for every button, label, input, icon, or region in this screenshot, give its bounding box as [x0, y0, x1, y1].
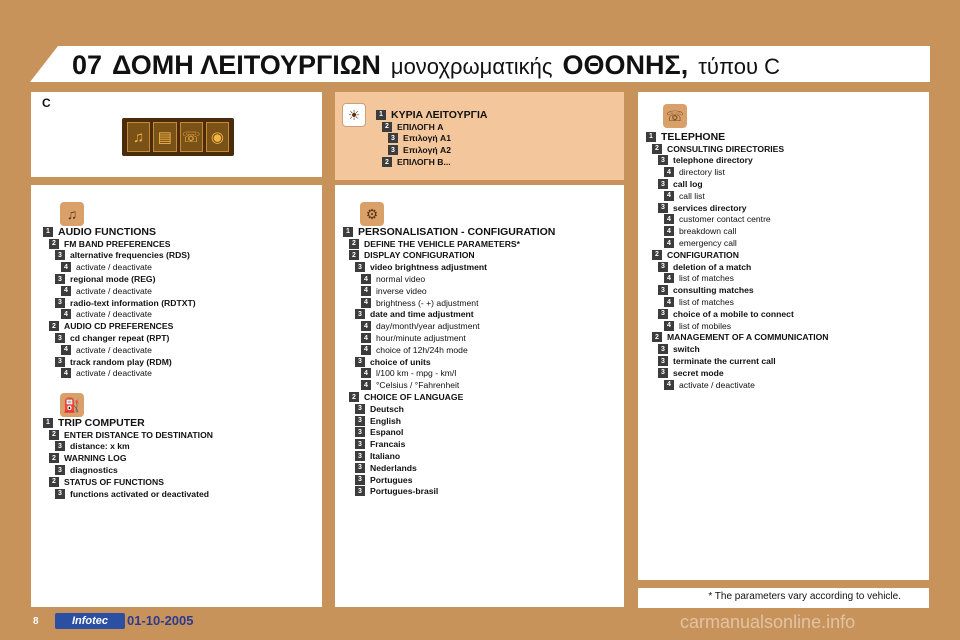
level-badge: 1 [376, 110, 386, 120]
level-badge: 4 [61, 368, 71, 378]
menu-item-level-4 [646, 379, 829, 391]
telephone-menu-tree [646, 131, 829, 391]
level-badge: 4 [664, 238, 674, 248]
menu-item-label: deletion of a match [673, 261, 752, 272]
menu-item-level-4 [646, 296, 829, 308]
menu-item-label: °Celsius / °Fahrenheit [376, 380, 460, 391]
menu-item-label: activate / deactivate [76, 309, 152, 320]
menu-item-level-2 [376, 121, 487, 133]
tools-icon: ⚙ [360, 202, 384, 226]
menu-item-label: radio-text information (RDTXT) [70, 297, 196, 308]
menu-item-level-3 [343, 427, 555, 439]
screen-type-label: C [42, 96, 51, 110]
level-badge: 2 [349, 392, 359, 402]
footnote: * The parameters vary according to vehicle. [708, 591, 901, 602]
level-badge: 3 [355, 427, 365, 437]
menu-item-level-4 [646, 273, 829, 285]
menu-item-level-4 [343, 297, 555, 309]
menu-item-level-3 [376, 144, 487, 156]
menu-item-level-4 [646, 190, 829, 202]
menu-item-level-1 [376, 109, 487, 121]
menu-item-label: switch [673, 344, 700, 355]
menu-item-label: video brightness adjustment [370, 262, 487, 273]
level-badge: 3 [55, 441, 65, 451]
menu-item-label: inverse video [376, 285, 427, 296]
menu-item-level-1 [343, 226, 555, 238]
menu-item-level-3 [43, 441, 213, 453]
menu-item-label: secret mode [673, 367, 724, 378]
level-badge: 3 [355, 475, 365, 485]
title-mid: μονοχρωματικής [390, 54, 553, 79]
menu-item-label: activate / deactivate [76, 285, 152, 296]
menu-item-label: ENTER DISTANCE TO DESTINATION [64, 429, 213, 440]
menu-item-label: Επιλογή A1 [403, 133, 452, 144]
menu-item-label: telephone directory [673, 155, 753, 166]
level-badge: 4 [664, 167, 674, 177]
menu-item-level-3 [646, 367, 829, 379]
menu-item-label: Espanol [370, 427, 404, 438]
menu-item-level-3 [43, 356, 196, 368]
menu-item-label: AUDIO CD PREFERENCES [64, 321, 174, 332]
level-badge: 3 [658, 368, 668, 378]
level-badge: 3 [55, 357, 65, 367]
menu-item-label: choice of units [370, 356, 431, 367]
menu-item-label: breakdown call [679, 226, 737, 237]
level-badge: 3 [355, 486, 365, 496]
menu-item-label: ΚΥΡΙΑ ΛΕΙΤΟΥΡΓΙΑ [391, 108, 488, 121]
menu-item-level-2 [343, 250, 555, 262]
menu-item-level-1 [43, 226, 196, 238]
menu-item-level-4 [343, 273, 555, 285]
menu-item-level-4 [646, 237, 829, 249]
level-badge: 4 [664, 273, 674, 283]
menu-item-level-4 [646, 320, 829, 332]
sun-settings-icon: ☀ [342, 103, 366, 127]
menu-item-level-3 [646, 343, 829, 355]
menu-item-level-4 [343, 379, 555, 391]
menu-item-level-3 [43, 332, 196, 344]
menu-item-label: PERSONALISATION - CONFIGURATION [358, 225, 556, 238]
menu-item-level-3 [646, 202, 829, 214]
level-badge: 4 [361, 333, 371, 343]
menu-item-level-3 [343, 261, 555, 273]
level-badge: 3 [658, 285, 668, 295]
audio-menu-tree [43, 226, 196, 379]
menu-item-label: cd changer repeat (RPT) [70, 333, 170, 344]
level-badge: 2 [652, 250, 662, 260]
level-badge: 3 [658, 155, 668, 165]
level-badge: 4 [361, 286, 371, 296]
menu-item-level-3 [646, 355, 829, 367]
menu-item-label: normal video [376, 274, 426, 285]
menu-item-label: date and time adjustment [370, 309, 474, 320]
level-badge: 3 [55, 250, 65, 260]
level-badge: 4 [664, 297, 674, 307]
fuel-icon: ▤ [153, 122, 176, 152]
menu-item-label: activate / deactivate [679, 379, 755, 390]
level-badge: 2 [49, 321, 59, 331]
title-number: 07 [72, 50, 103, 80]
level-badge: 1 [43, 227, 53, 237]
menu-item-label: MANAGEMENT OF A COMMUNICATION [667, 332, 829, 343]
menu-item-label: terminate the current call [673, 356, 776, 367]
menu-item-level-3 [646, 178, 829, 190]
phone-icon: ☏ [180, 122, 203, 152]
menu-item-label: ΕΠΙΛΟΓΗ B... [397, 157, 451, 168]
menu-item-level-1 [646, 131, 829, 143]
menu-item-label: Portugues-brasil [370, 486, 439, 497]
level-badge: 3 [55, 298, 65, 308]
menu-item-label: list of matches [679, 273, 734, 284]
music-icon: ♫ [127, 122, 150, 152]
menu-item-label: activate / deactivate [76, 344, 152, 355]
menu-item-label: services directory [673, 202, 747, 213]
menu-item-label: CONSULTING DIRECTORIES [667, 143, 785, 154]
menu-item-label: directory list [679, 167, 725, 178]
title-screen: ΟΘΟΝΗΣ, [562, 50, 689, 80]
level-badge: 3 [355, 439, 365, 449]
menu-item-level-3 [343, 309, 555, 321]
menu-item-label: alternative frequencies (RDS) [70, 250, 190, 261]
level-badge: 3 [355, 309, 365, 319]
music-icon: ♫ [60, 202, 84, 226]
menu-item-label: Francais [370, 439, 406, 450]
level-badge: 2 [349, 250, 359, 260]
menu-item-label: l/100 km - mpg - km/l [376, 368, 457, 379]
menu-item-label: day/month/year adjustment [376, 321, 480, 332]
menu-item-level-3 [343, 356, 555, 368]
menu-item-label: call log [673, 179, 703, 190]
infotec-logo: Infotec [55, 613, 125, 629]
menu-item-level-2 [343, 391, 555, 403]
menu-item-label: TRIP COMPUTER [58, 416, 145, 429]
menu-item-label: English [370, 415, 402, 426]
title-main: ΔΟΜΗ ΛΕΙΤΟΥΡΓΙΩΝ [112, 50, 381, 80]
menu-item-label: TELEPHONE [661, 130, 726, 143]
menu-item-label: emergency call [679, 238, 737, 249]
menu-item-label: Deutsch [370, 403, 404, 414]
level-badge: 4 [664, 321, 674, 331]
menu-item-level-3 [43, 488, 213, 500]
level-badge: 4 [361, 380, 371, 390]
level-badge: 2 [49, 239, 59, 249]
menu-item-label: WARNING LOG [64, 453, 127, 464]
menu-item-level-3 [646, 308, 829, 320]
menu-item-level-4 [646, 214, 829, 226]
menu-item-level-3 [343, 403, 555, 415]
menu-item-level-4 [43, 368, 196, 380]
trip-menu-tree [43, 417, 213, 500]
level-badge: 3 [658, 203, 668, 213]
menu-item-level-4 [43, 344, 196, 356]
level-badge: 2 [49, 477, 59, 487]
level-badge: 4 [61, 309, 71, 319]
menu-item-level-3 [343, 450, 555, 462]
level-badge: 4 [61, 286, 71, 296]
menu-item-label: ΕΠΙΛΟΓΗ A [397, 121, 444, 132]
menu-item-label: list of matches [679, 297, 734, 308]
menu-item-level-3 [646, 155, 829, 167]
level-badge: 2 [382, 157, 392, 167]
level-badge: 3 [658, 356, 668, 366]
watermark: carmanualsonline.info [680, 612, 856, 632]
menu-item-label: Italiano [370, 451, 401, 462]
menu-item-level-2 [376, 156, 487, 168]
menu-item-label: DISPLAY CONFIGURATION [364, 250, 475, 261]
level-badge: 4 [361, 321, 371, 331]
menu-item-label: Επιλογή A2 [403, 145, 452, 156]
menu-item-level-4 [343, 285, 555, 297]
level-badge: 3 [355, 416, 365, 426]
level-badge: 1 [646, 132, 656, 142]
level-badge: 4 [361, 345, 371, 355]
level-badge: 1 [343, 227, 353, 237]
menu-item-level-4 [43, 261, 196, 273]
menu-item-level-4 [343, 320, 555, 332]
level-badge: 3 [55, 274, 65, 284]
menu-item-level-1 [43, 417, 213, 429]
edition-date: 01-10-2005 [127, 613, 194, 628]
menu-item-label: hour/minute adjustment [376, 333, 466, 344]
menu-item-level-2 [43, 452, 213, 464]
level-badge: 2 [382, 122, 392, 132]
menu-item-level-3 [646, 261, 829, 273]
menu-item-label: CHOICE OF LANGUAGE [364, 392, 464, 403]
menu-item-label: Nederlands [370, 462, 417, 473]
menu-item-level-3 [343, 462, 555, 474]
menu-item-level-2 [43, 429, 213, 441]
menu-item-level-4 [343, 332, 555, 344]
menu-item-level-4 [343, 344, 555, 356]
settings-icon: ◉ [206, 122, 229, 152]
mobile-phone-icon: ☏ [663, 104, 687, 128]
level-badge: 3 [355, 463, 365, 473]
menu-item-level-2 [646, 143, 829, 155]
level-badge: 1 [43, 418, 53, 428]
menu-item-level-2 [646, 332, 829, 344]
level-badge: 3 [658, 309, 668, 319]
menu-item-label: track random play (RDM) [70, 356, 172, 367]
level-badge: 4 [61, 262, 71, 272]
menu-item-level-2 [646, 249, 829, 261]
menu-item-label: call list [679, 190, 705, 201]
level-badge: 3 [55, 465, 65, 475]
main-menu-tree [376, 109, 487, 168]
menu-item-label: distance: x km [70, 441, 130, 452]
menu-item-level-3 [343, 415, 555, 427]
page-title [72, 50, 780, 80]
fuel-pump-icon: ⛽ [60, 393, 84, 417]
level-badge: 2 [349, 239, 359, 249]
menu-item-level-2 [343, 238, 555, 250]
menu-item-label: DEFINE THE VEHICLE PARAMETERS* [364, 238, 520, 249]
level-badge: 3 [355, 262, 365, 272]
menu-item-label: FM BAND PREFERENCES [64, 238, 171, 249]
level-badge: 4 [61, 345, 71, 355]
level-badge: 3 [355, 451, 365, 461]
menu-item-level-3 [343, 438, 555, 450]
menu-item-level-3 [43, 273, 196, 285]
level-badge: 3 [388, 133, 398, 143]
level-badge: 4 [664, 226, 674, 236]
menu-item-level-3 [343, 486, 555, 498]
menu-item-label: brightness (- +) adjustment [376, 297, 479, 308]
menu-item-label: STATUS OF FUNCTIONS [64, 476, 164, 487]
menu-item-label: CONFIGURATION [667, 249, 739, 260]
level-badge: 3 [388, 145, 398, 155]
level-badge: 4 [664, 191, 674, 201]
level-badge: 4 [361, 368, 371, 378]
menu-item-level-4 [43, 309, 196, 321]
menu-item-level-2 [43, 320, 196, 332]
level-badge: 3 [355, 357, 365, 367]
menu-item-label: list of mobiles [679, 320, 732, 331]
menu-item-label: customer contact centre [679, 214, 771, 225]
level-badge: 3 [55, 333, 65, 343]
level-badge: 3 [658, 179, 668, 189]
menu-item-label: activate / deactivate [76, 368, 152, 379]
menu-item-label: Portugues [370, 474, 413, 485]
menu-item-level-3 [343, 474, 555, 486]
menu-item-level-2 [43, 476, 213, 488]
display-screen-image [122, 118, 234, 156]
level-badge: 3 [658, 344, 668, 354]
menu-item-label: functions activated or deactivated [70, 488, 209, 499]
level-badge: 3 [658, 262, 668, 272]
menu-item-label: consulting matches [673, 285, 754, 296]
level-badge: 4 [361, 298, 371, 308]
menu-item-label: activate / deactivate [76, 262, 152, 273]
menu-item-label: choice of 12h/24h mode [376, 344, 468, 355]
level-badge: 3 [55, 489, 65, 499]
personalisation-menu-tree [343, 226, 555, 497]
menu-item-level-4 [646, 225, 829, 237]
menu-item-level-3 [646, 284, 829, 296]
menu-item-level-4 [343, 368, 555, 380]
menu-item-level-4 [43, 285, 196, 297]
level-badge: 2 [49, 453, 59, 463]
menu-item-level-2 [43, 238, 196, 250]
level-badge: 2 [652, 144, 662, 154]
menu-item-label: choice of a mobile to connect [673, 308, 794, 319]
level-badge: 2 [652, 332, 662, 342]
level-badge: 4 [361, 274, 371, 284]
menu-item-level-3 [43, 250, 196, 262]
title-type: τύπου C [698, 54, 781, 79]
level-badge: 4 [664, 380, 674, 390]
menu-item-level-3 [43, 297, 196, 309]
menu-item-label: AUDIO FUNCTIONS [58, 225, 156, 238]
menu-item-label: regional mode (REG) [70, 274, 156, 285]
level-badge: 2 [49, 430, 59, 440]
menu-item-level-4 [646, 166, 829, 178]
menu-item-level-3 [43, 464, 213, 476]
menu-item-label: diagnostics [70, 465, 118, 476]
level-badge: 4 [664, 214, 674, 224]
menu-item-level-3 [376, 133, 487, 145]
page-number: 8 [33, 616, 39, 627]
level-badge: 3 [355, 404, 365, 414]
